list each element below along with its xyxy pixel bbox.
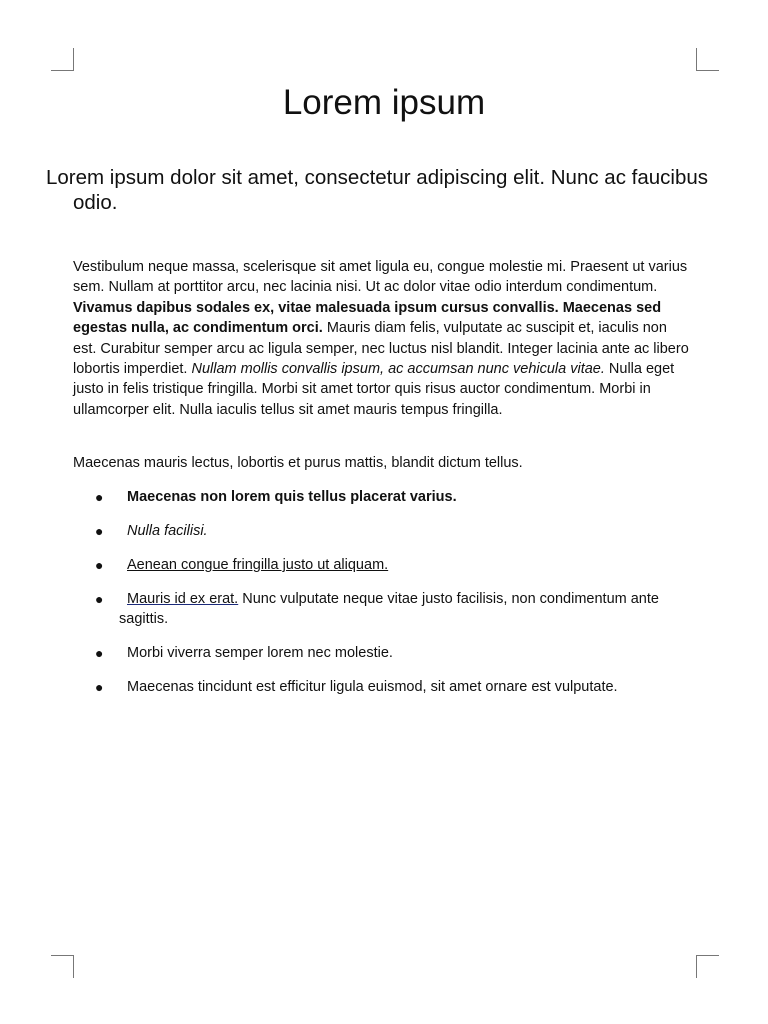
list-item-text: Maecenas tincidunt est efficitur ligula euismod, sit amet ornare est vulputate.	[127, 679, 618, 696]
list-item-text: Nunc vulputate neque vitae justo facilisis, non condimentum ante sagittis.	[119, 591, 659, 628]
paragraph-2: Maecenas mauris lectus, lobortis et purus mattis, blandit dictum tellus.	[73, 455, 523, 471]
crop-mark-bottom-left	[51, 955, 74, 978]
list-item-text: Nulla facilisi.	[127, 523, 208, 539]
bullet-list	[73, 487, 693, 711]
paragraph-1	[73, 257, 693, 420]
crop-mark-top-left	[51, 48, 74, 71]
list-item	[73, 643, 693, 663]
paragraph-1-text-c: Nulla eget justo in felis tristique fringilla. Morbi sit amet tortor quis risus auctor condimentum. Morbi in ullamcorper elit. Nulla iaculis tellus sit amet mauris tempus fringilla.	[73, 361, 675, 418]
paragraph-1-bold-text: Vivamus dapibus sodales ex, vitae malesuada ipsum cursus convallis. Maecenas sed egestas nulla, ac condimentum orci.	[73, 299, 662, 337]
section-heading: Lorem ipsum dolor sit amet, consectetur adipiscing elit. Nunc ac faucibus odio.	[46, 166, 709, 214]
paragraph-1-text-b: Mauris diam felis, vulputate ac suscipit et, iaculis non est. Curabitur semper arcu ac ligula semper, nec luctus nisl blandit. Integer lacinia ante ac libero lobortis imperdiet.	[73, 320, 689, 378]
list-item-text: Aenean congue fringilla justo ut aliquam.	[127, 557, 389, 573]
crop-mark-bottom-right	[696, 955, 719, 978]
crop-mark-top-right	[696, 48, 719, 71]
paragraph-1-text-a: Vestibulum neque massa, scelerisque sit amet ligula eu, congue molestie mi. Praesent ut varius sem. Nullam at porttitor arcu, nec lacinia nisi. Ut ac dolor vitae odio interdum condimentum.	[73, 259, 688, 296]
bullet-icon: ●	[95, 557, 104, 573]
bullet-icon: ●	[95, 489, 104, 505]
list-item	[73, 487, 693, 507]
list-item	[73, 555, 693, 575]
list-item	[73, 521, 693, 541]
paragraph-1-italic-text: Nullam mollis convallis ipsum, ac accumsan nunc vehicula vitae.	[191, 361, 605, 378]
bullet-icon: ●	[95, 679, 104, 696]
list-item	[73, 589, 693, 630]
document-title: Lorem ipsum	[282, 83, 486, 122]
bullet-icon: ●	[95, 645, 104, 662]
list-item-text: Morbi viverra semper lorem nec molestie.	[127, 645, 393, 662]
list-item-link[interactable]: Mauris id ex erat.	[127, 591, 239, 607]
list-item-text: Maecenas non lorem quis tellus placerat varius.	[127, 489, 457, 505]
bullet-icon: ●	[95, 523, 104, 539]
bullet-icon: ●	[95, 591, 104, 607]
list-item	[73, 677, 693, 697]
